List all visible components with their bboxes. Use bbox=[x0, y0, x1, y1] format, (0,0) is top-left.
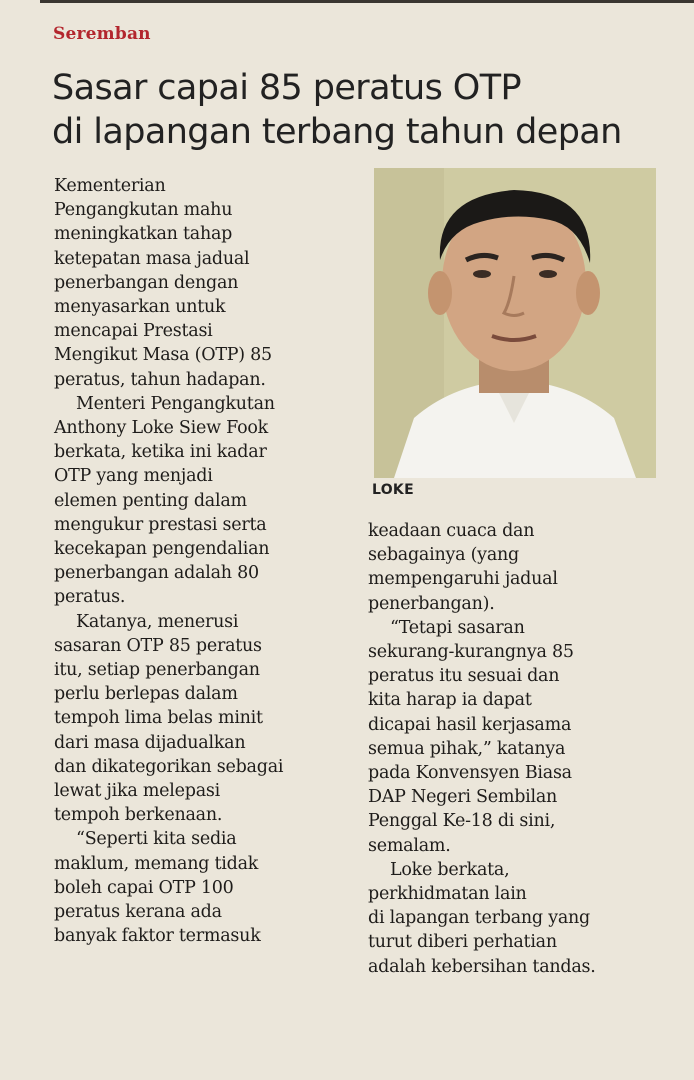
text-line: mencapai Prestasi bbox=[54, 321, 213, 342]
text-line: di lapangan terbang yang bbox=[368, 908, 590, 929]
text-line: mempengaruhi jadual bbox=[368, 569, 558, 590]
text-line: tempoh lima belas minit bbox=[54, 708, 263, 729]
text-line: dan dikategorikan sebagai bbox=[54, 756, 284, 777]
text-line: itu, setiap penerbangan bbox=[54, 660, 260, 681]
paragraph-2 bbox=[54, 392, 366, 610]
paragraph-3 bbox=[54, 610, 366, 828]
text-line: peratus itu sesuai dan bbox=[368, 666, 560, 687]
headline-line-2: di lapangan terbang tahun depan bbox=[52, 112, 622, 152]
paragraph-4 bbox=[54, 827, 366, 948]
text-line: sasaran OTP 85 peratus bbox=[54, 635, 262, 656]
text-line: perlu berlepas dalam bbox=[54, 684, 238, 705]
text-line: sekurang-kurangnya 85 bbox=[368, 642, 574, 663]
top-rule bbox=[40, 0, 694, 3]
text-line: penerbangan). bbox=[368, 593, 495, 614]
text-line: boleh capai OTP 100 bbox=[54, 877, 234, 898]
text-line: semalam. bbox=[368, 835, 451, 856]
text-line: peratus. bbox=[54, 587, 126, 608]
text-line: Anthony Loke Siew Fook bbox=[54, 418, 268, 439]
text-line: Katanya, menerusi bbox=[76, 611, 239, 632]
text-line: kita harap ia dapat bbox=[368, 690, 532, 711]
text-line: perkhidmatan lain bbox=[368, 884, 527, 905]
text-line: lewat jika melepasi bbox=[54, 781, 220, 802]
text-line: “Seperti kita sedia bbox=[76, 829, 237, 850]
text-line: menyasarkan untuk bbox=[54, 297, 226, 318]
text-line: turut diberi perhatian bbox=[368, 932, 557, 953]
text-line: DAP Negeri Sembilan bbox=[368, 787, 558, 808]
text-line: keadaan cuaca dan bbox=[368, 521, 535, 541]
text-line: “Tetapi sasaran bbox=[390, 617, 525, 638]
text-line: banyak faktor termasuk bbox=[54, 926, 261, 947]
text-line: berkata, ketika ini kadar bbox=[54, 442, 267, 463]
paragraph-1 bbox=[54, 174, 366, 392]
headline-line-1: Sasar capai 85 peratus OTP bbox=[52, 68, 522, 108]
text-line: Penggal Ke-18 di sini, bbox=[368, 811, 556, 832]
text-line: adalah kebersihan tandas. bbox=[368, 956, 596, 977]
text-line: Menteri Pengangkutan bbox=[76, 393, 275, 414]
text-line: ketepatan masa jadual bbox=[54, 248, 250, 269]
photo-caption: LOKE bbox=[372, 482, 414, 498]
text-line: meningkatkan tahap bbox=[54, 224, 233, 245]
right-column bbox=[368, 519, 668, 979]
paragraph-6 bbox=[368, 616, 668, 858]
text-line: Loke berkata, bbox=[390, 859, 510, 880]
text-line: semua pihak,” katanya bbox=[368, 738, 566, 759]
text-line: elemen penting dalam bbox=[54, 490, 247, 511]
text-line: penerbangan dengan bbox=[54, 272, 239, 293]
text-line: dari masa dijadualkan bbox=[54, 732, 246, 753]
headline bbox=[52, 66, 662, 154]
text-line: OTP yang menjadi bbox=[54, 466, 213, 487]
text-line: Mengikut Masa (OTP) 85 bbox=[54, 345, 272, 366]
text-line: maklum, memang tidak bbox=[54, 853, 259, 874]
text-line: mengukur prestasi serta bbox=[54, 514, 267, 535]
text-line: Kementerian bbox=[54, 176, 166, 196]
text-line: penerbangan adalah 80 bbox=[54, 563, 259, 584]
paragraph-5 bbox=[368, 519, 668, 616]
text-line: tempoh berkenaan. bbox=[54, 805, 223, 826]
left-column bbox=[54, 174, 366, 949]
text-line: pada Konvensyen Biasa bbox=[368, 763, 572, 784]
text-line: Pengangkutan mahu bbox=[54, 200, 233, 221]
text-line: sebagainya (yang bbox=[368, 545, 519, 566]
section-tag: Seremban bbox=[53, 24, 151, 44]
text-line: peratus, tahun hadapan. bbox=[54, 369, 266, 390]
text-line: peratus kerana ada bbox=[54, 902, 222, 923]
text-line: dicapai hasil kerjasama bbox=[368, 714, 572, 735]
paragraph-7 bbox=[368, 858, 668, 979]
portrait-photo bbox=[374, 168, 656, 478]
text-line: kecekapan pengendalian bbox=[54, 539, 270, 560]
portrait-illustration bbox=[374, 168, 656, 478]
